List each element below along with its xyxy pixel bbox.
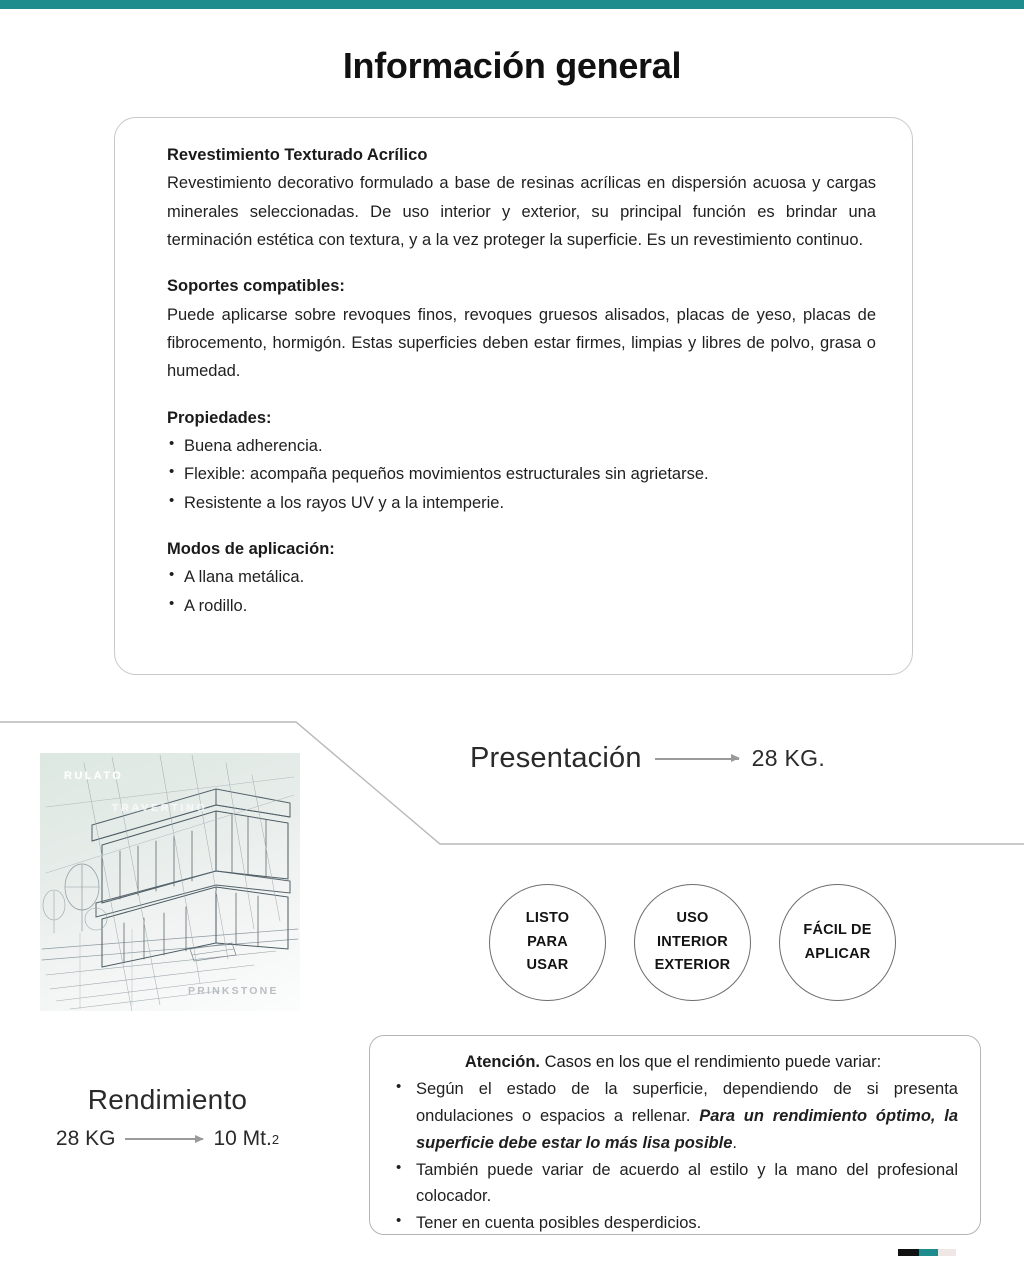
rendimiento-section [0,1084,335,1151]
info-block-propiedades [167,405,882,517]
feature-circles [489,884,896,1001]
info-block-body: Revestimiento decorativo formulado a base de resinas acrílicas en dispersión acuosa y cargas minerales seleccionadas. De uso interior y exterior, su principal función es brindar una terminación estética con textura, y a la vez proteger la superficie. Es un revestimiento continuo. [167,174,876,249]
propiedades-list [167,432,882,517]
logo-segment-teal [919,1249,938,1256]
logo-segment-dark [898,1249,919,1256]
feature-circle-listo-para-usar [489,884,606,1001]
info-block-heading: Soportes compatibles: [167,277,345,296]
modos-list [167,563,882,620]
rendimiento-row [0,1127,335,1151]
info-block-heading: Propiedades: [167,408,272,427]
list-item [388,1157,958,1210]
info-block-modos [167,536,882,620]
atencion-card [369,1035,981,1235]
info-block-body: Puede aplicarse sobre revoques finos, revoques gruesos alisados, placas de yeso, placas de fibrocemento, hormigón. Estas superficies deben estar firmes, limpias y libres de polvo, grasa o humedad. [167,305,876,381]
list-item [388,1076,958,1156]
rendimiento-from: 28 KG [55,1127,116,1150]
info-block-product [167,142,882,254]
list-item-text: También puede variar de acuerdo al estilo y la mano del profesional colocador. [416,1160,958,1206]
atencion-heading [388,1049,958,1075]
list-item-emphasis: Para un rendimiento óptimo, la superficie debe estar lo más lisa posible [416,1107,959,1152]
feature-line: APLICAR [804,945,871,962]
atencion-heading-bold: Atención. [464,1053,540,1071]
page-title: Información general [342,45,682,86]
list-item: • Resistente a los rayos UV y a la intemperie. [167,489,882,517]
list-item: • A llana metálica. [167,563,882,591]
brand-mini-logo [898,1249,964,1261]
logo-segment-light [938,1249,956,1256]
rendimiento-title: Rendimiento [87,1084,248,1115]
arrow-right-icon [655,758,739,760]
feature-circle-facil-de-aplicar [779,884,896,1001]
sketch-label-prinkstone: PRINKSTONE [188,985,279,997]
rendimiento-to-exponent: 2 [271,1131,280,1147]
sketch-label-rulato: RULATO [64,770,124,782]
rendimiento-to: 10 Mt. [213,1127,272,1150]
feature-line: INTERIOR [657,933,728,950]
atencion-list [388,1076,958,1236]
list-item-text: Tener en cuenta posibles desperdicios. [416,1213,702,1232]
sketch-label-travertino: TRAVERTINO [112,802,208,814]
presentacion-label: Presentación [470,742,642,774]
feature-line: PARA [527,933,568,950]
info-block-heading: Revestimiento Texturado Acrílico [167,146,428,164]
architecture-sketch-icon [40,753,300,1011]
presentacion-row [470,742,825,775]
info-block-soportes [167,273,882,385]
feature-line: FÁCIL DE [803,922,872,939]
list-item: • Flexible: acompaña pequeños movimientos estructurales sin agrietarse. [167,460,882,488]
list-item: • A rodillo. [167,592,882,620]
general-info-card [114,117,913,675]
feature-line: LISTO [525,910,570,927]
info-block-heading: Modos de aplicación: [167,540,335,559]
list-item: • Buena adherencia. [167,432,882,460]
top-accent-bar [0,0,1024,9]
list-item-text: Según el estado de la superficie, dependiendo de si presenta ondulaciones o espacios a rellenar. [416,1080,958,1126]
list-item [388,1210,958,1237]
list-item-text-tail: . [732,1133,737,1152]
feature-line: USAR [526,957,569,974]
presentacion-value: 28 KG. [751,745,826,771]
feature-circle-uso-interior-exterior [634,884,751,1001]
feature-line: USO [676,910,709,927]
atencion-heading-rest: Casos en los que el rendimiento puede variar: [539,1053,882,1071]
feature-line: EXTERIOR [654,957,731,974]
product-sketch-image [40,753,300,1011]
arrow-right-icon [125,1138,203,1140]
